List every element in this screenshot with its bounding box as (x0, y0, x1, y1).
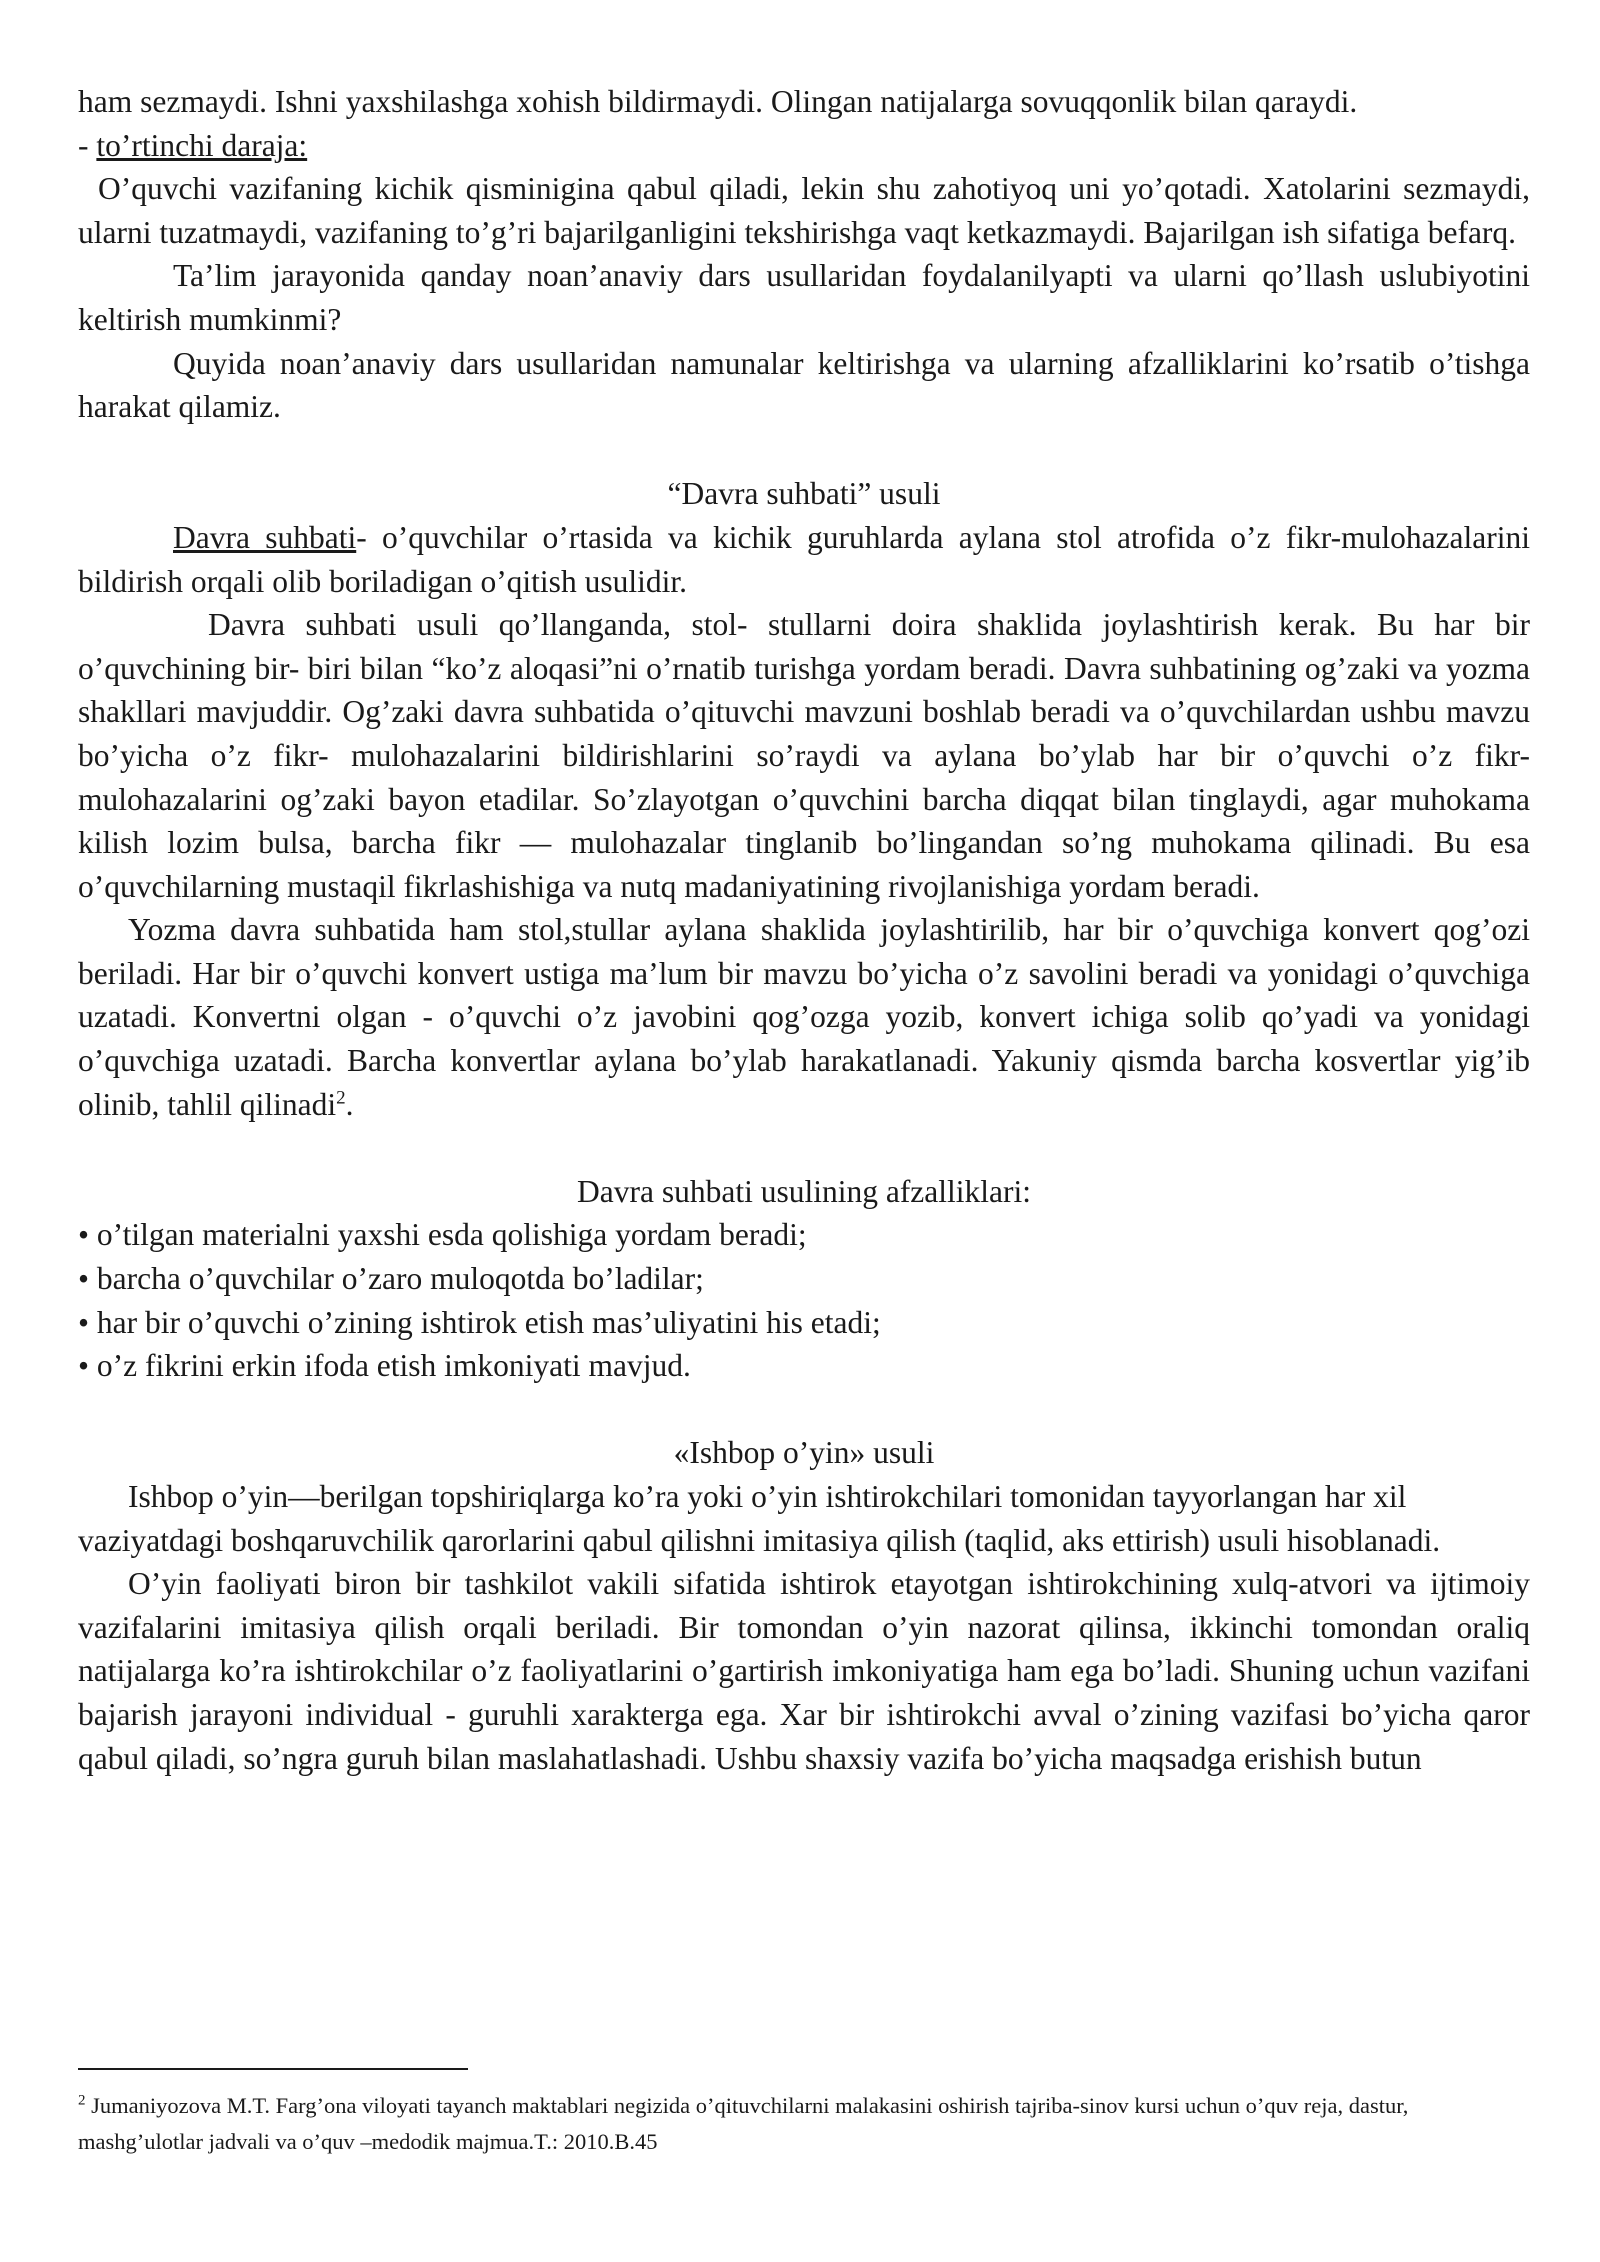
list-item: • har bir o’quvchi o’zining ishtirok etish mas’uliyatini his etadi; (78, 1304, 881, 1340)
list-item: • barcha o’quvchilar o’zaro muloqotda bo’ladilar; (78, 1261, 704, 1297)
level-heading-text: to’rtinchi daraja: (96, 127, 308, 163)
document-body (78, 80, 1530, 1780)
section-heading-afzalliklar: Davra suhbati usulining afzalliklari: (577, 1173, 1031, 1209)
paragraph (78, 908, 1530, 1126)
footnote-ref[interactable]: 2 (336, 1087, 346, 1109)
paragraph: ham sezmaydi. Ishni yaxshilashga xohish bildirmaydi. Olingan natijalarga sovuqqonlik bilan qaraydi. (78, 84, 1358, 119)
dash: - (78, 127, 97, 163)
section-heading-davra: “Davra suhbati” usuli (667, 476, 941, 512)
advantages-list (78, 1213, 1530, 1387)
paragraph-text: Yozma davra suhbatida ham stol,stullar aylana shaklida joylashtirilib, har bir o’quvchiga konvert qog’ozi beriladi. Har bir o’quvchi konvert ustiga ma’lum bir mavzu bo’yicha o’z savolini beradi va yonidagi o’quvchiga uzatadi. Konvertni olgan - o’quvchi o’z javobini qog’ozga yozib, konvert ichiga solib qo’yadi va yonidagi o’quvchiga uzatadi. Barcha konvertlar aylana bo’ylab harakatlanadi. Yakuniy qismda barcha kosvertlar yig’ib olinib, tahlil qilinadi (78, 912, 1530, 1122)
footnote (78, 2088, 1530, 2160)
footnote-number: 2 (78, 2092, 86, 2109)
paragraph: Quyida noan’anaviy dars usullaridan namunalar keltirishga va ularning afzalliklarini ko’rsatib o’tishga harakat qilamiz. (78, 345, 1530, 425)
paragraph: Ishbop o’yin—berilgan topshiriqlarga ko’ra yoki o’yin ishtirokchilari tomonidan tayyorlangan har xil vaziyatdagi boshqaruvchilik qarorlarini qabul qilishni imitasiya qilish (taqlid, aks ettirish) usuli hisoblanadi. (78, 1479, 1441, 1558)
paragraph: O’yin faoliyati biron bir tashkilot vakili sifatida ishtirok etayotgan ishtirokchining xulq-atvori va ijtimoiy vazifalarini imitasiya qilish orqali beriladi. Bir tomondan o’yin nazorat qilinsa, ikkinchi tomondan oraliq natijalarga ko’ra ishtirokchilar o’z faoliyatlarini o’gartirish imkoniyatiga ham ega bo’ladi. Shuning uchun vazifani bajarish jarayoni individual - guruhli xarakterga ega. Xar bir ishtirokchi avval o’zining vazifasi bo’yicha qaror qabul qiladi, so’ngra guruh bilan maslahatlashadi. Ushbu shaxsiy vazifa bo’yicha maqsadga erishish butun (78, 1566, 1530, 1776)
paragraph-end: . (345, 1086, 354, 1122)
paragraph: O’quvchi vazifaning kichik qisminigina qabul qiladi, lekin shu zahotiyoq uni yo’qotadi. Xatolarini sezmaydi, ularni tuzatmaydi, vazifaning to’g’ri bajarilganligini tekshirishga vaqt ketkazmaydi. Bajarilgan ish sifatiga befarq. (78, 171, 1530, 250)
definition-text: - o’quvchilar o’rtasida va kichik guruhlarda aylana stol atrofida o’z fikr-mulohazalarini bildirish orqali olib boriladigan o’qitish usulidir. (78, 519, 1530, 599)
level-heading (78, 124, 1530, 168)
footnote-text: Jumaniyozova M.T. Farg’ona viloyati tayanch maktablari negizida o’qituvchilarni malakasini oshirish tajriba-sinov kursi uchun o’quv reja, dastur, mashg’ulotlar jadvali va o’quv –medodik majmua.T.: 2010.B.45 (78, 2093, 1409, 2154)
paragraph: Davra suhbati usuli qo’llanganda, stol- stullarni doira shaklida joylashtirish kerak. Bu har bir o’quvchining bir- biri bilan “ko’z aloqasi”ni o’rnatib turishga yordam beradi. Davra suhbatining og’zaki va yozma shakllari mavjuddir. Og’zaki davra suhbatida o’qituvchi mavzuni boshlab beradi va o’quvchilardan ushbu mavzu bo’yicha o’z fikr- mulohazalarini bildirishlarini so’raydi va aylana bo’ylab har bir o’quvchi o’z fikr- mulohazalarini og’zaki bayon etadilar. So’zlayotgan o’quvchini barcha diqqat bilan tinglaydi, agar muhokama kilish lozim bulsa, barcha fikr — mulohazalar tinglanib bo’lingandan so’ng muhokama qilinadi. Bu esa o’quvchilarning mustaqil fikrlashishiga va nutq madaniyatining rivojlanishiga yordam beradi. (78, 607, 1530, 904)
section-heading-ishbop: «Ishbop o’yin» usuli (673, 1435, 935, 1471)
definition-paragraph (78, 516, 1530, 603)
list-item: • o’z fikrini erkin ifoda etish imkoniyati mavjud. (78, 1348, 691, 1384)
footnote-separator (78, 2068, 468, 2070)
term: Davra suhbati (173, 519, 357, 555)
list-item: • o’tilgan materialni yaxshi esda qolishiga yordam beradi; (78, 1217, 807, 1253)
paragraph: Ta’lim jarayonida qanday noan’anaviy dars usullaridan foydalanilyapti va ularni qo’llash uslubiyotini keltirish mumkinmi? (78, 258, 1530, 337)
